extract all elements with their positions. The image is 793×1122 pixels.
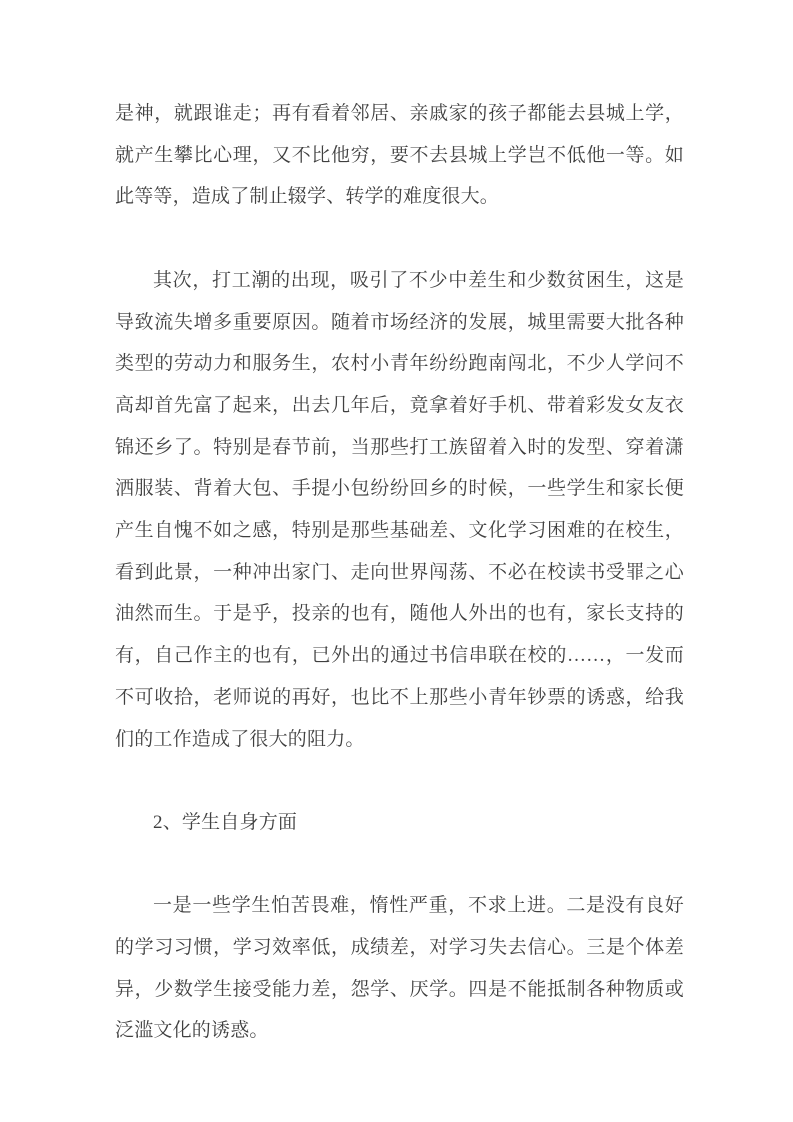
paragraph-migrant-work-cause: 其次，打工潮的出现，吸引了不少中差生和少数贫困生，这是导致流失增多重要原因。随着市场经济的发展，城里需要大批各种类型的劳动力和服务生，农村小青年纷纷跑南闯北，不少人学问不高却首先富了起来，出去几年后，竟拿着好手机、带着彩发女友衣锦还乡了。特别是春节前，当那些打工族留着入时的发型、穿着潇洒服装、背着大包、手提小包纷纷回乡的时候，一些学生和家长便产生自愧不如之感，特别是那些基础差、文化学习困难的在校生，看到此景，一种冲出家门、走向世界闯荡、不必在校读书受罪之心油然而生。于是乎，投亲的也有，随他人外出的也有，家长支持的有，自己作主的也有，已外出的通过书信串联在校的……，一发而不可收拾，老师说的再好，也比不上那些小青年钞票的诱惑，给我们的工作造成了很大的阻力。: [115, 269, 684, 750]
section-heading-student-factors: 2、学生自身方面: [153, 811, 298, 833]
paragraph-student-factors: 一是一些学生怕苦畏难，惰性严重，不求上进。二是没有良好的学习习惯，学习效率低，成绩差，对学习失去信心。三是个体差异，少数学生接受能力差，怨学、厌学。四是不能抵制各种物质或泛滥文化的诱惑。: [115, 895, 684, 1042]
paragraph-continuation: 是神，就跟谁走；再有看着邻居、亲戚家的孩子都能去县城上学，就产生攀比心理，又不比他穷，要不去县城上学岂不低他一等。如此等等，造成了制止辍学、转学的难度很大。: [115, 103, 684, 208]
